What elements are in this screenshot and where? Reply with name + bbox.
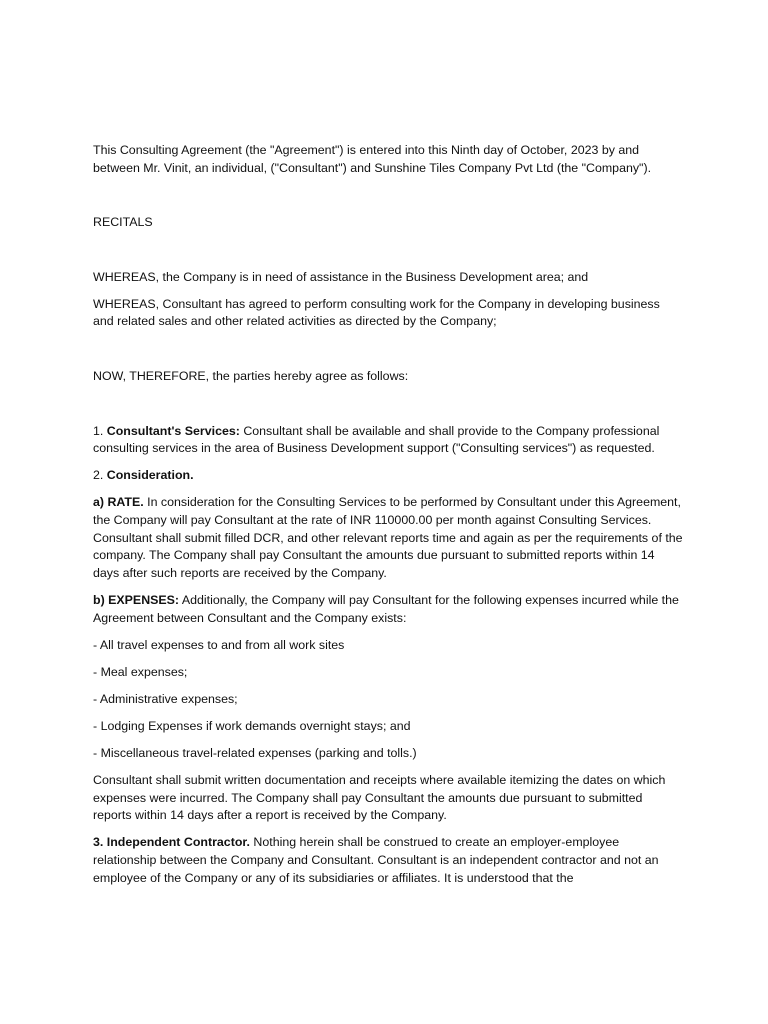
expenses-text: Additionally, the Company will pay Consultant for the following expenses incurred while the Agreement between Consultant and the Company exists: (93, 592, 679, 625)
whereas-clause-2: WHEREAS, Consultant has agreed to perform consulting work for the Company in developing business and related sales and other related activities as directed by the Company; (93, 296, 660, 329)
section-1-heading: Consultant's Services: (106, 423, 240, 438)
expense-item-meal: - Meal expenses; (93, 664, 188, 679)
rate-text: In consideration for the Consulting Services to be performed by Consultant under this Agreement, the Company will pay Consultant at the rate of INR 110000.00 per month against Consulting Services. Consultant shall submit filled DCR, and other relevant reports time and again as per the requirements of the company. The Company shall pay Consultant the amounts due pursuant to submitted reports within 14 days after such reports are received by the Company. (93, 495, 683, 580)
section-3-heading: 3. Independent Contractor. (93, 835, 250, 850)
section-1-number: 1. (93, 423, 107, 438)
document-page (93, 142, 683, 897)
expense-item-miscellaneous: - Miscellaneous travel-related expenses (parking and tolls.) (93, 745, 417, 760)
section-2-number: 2. (93, 468, 107, 483)
expense-item-lodging: - Lodging Expenses if work demands overnight stays; and (93, 718, 411, 733)
now-therefore-clause: NOW, THEREFORE, the parties hereby agree as follows: (93, 369, 409, 384)
intro-paragraph: This Consulting Agreement (the "Agreement") is entered into this Ninth day of October, 2023 by and between Mr. Vinit, an individual, ("Consultant") and Sunshine Tiles Company Pvt Ltd (the "Company"). (93, 143, 652, 175)
whereas-clause-1: WHEREAS, the Company is in need of assistance in the Business Development area; and (93, 269, 589, 284)
section-2-consideration (93, 467, 683, 485)
expenses-closing-paragraph: Consultant shall submit written documentation and receipts where available itemizing the dates on which expenses were incurred. The Company shall pay Consultant the amounts due pursuant to submitted reports within 14 days after a report is received by the Company. (93, 773, 666, 823)
rate-paragraph (93, 494, 683, 582)
section-2-heading: Consideration. (106, 468, 194, 483)
recitals-heading: RECITALS (93, 215, 153, 230)
expense-item-administrative: - Administrative expenses; (93, 691, 238, 706)
expenses-heading: b) EXPENSES: (93, 592, 180, 607)
expenses-paragraph (93, 592, 683, 627)
section-1-services (93, 423, 683, 458)
section-3-text: Nothing herein shall be construed to create an employer-employee relationship between the Company and Consultant. Consultant is an independent contractor and not an employee of the Company or any of its subsidiaries or affiliates. It is understood that the (93, 835, 659, 885)
expense-item-travel: - All travel expenses to and from all work sites (93, 637, 345, 652)
section-1-text: Consultant shall be available and shall provide to the Company professional consulting services in the area of Business Development support ("Consulting services") as requested. (93, 423, 660, 456)
section-3-independent-contractor (93, 834, 683, 887)
rate-heading: a) RATE. (93, 495, 144, 510)
